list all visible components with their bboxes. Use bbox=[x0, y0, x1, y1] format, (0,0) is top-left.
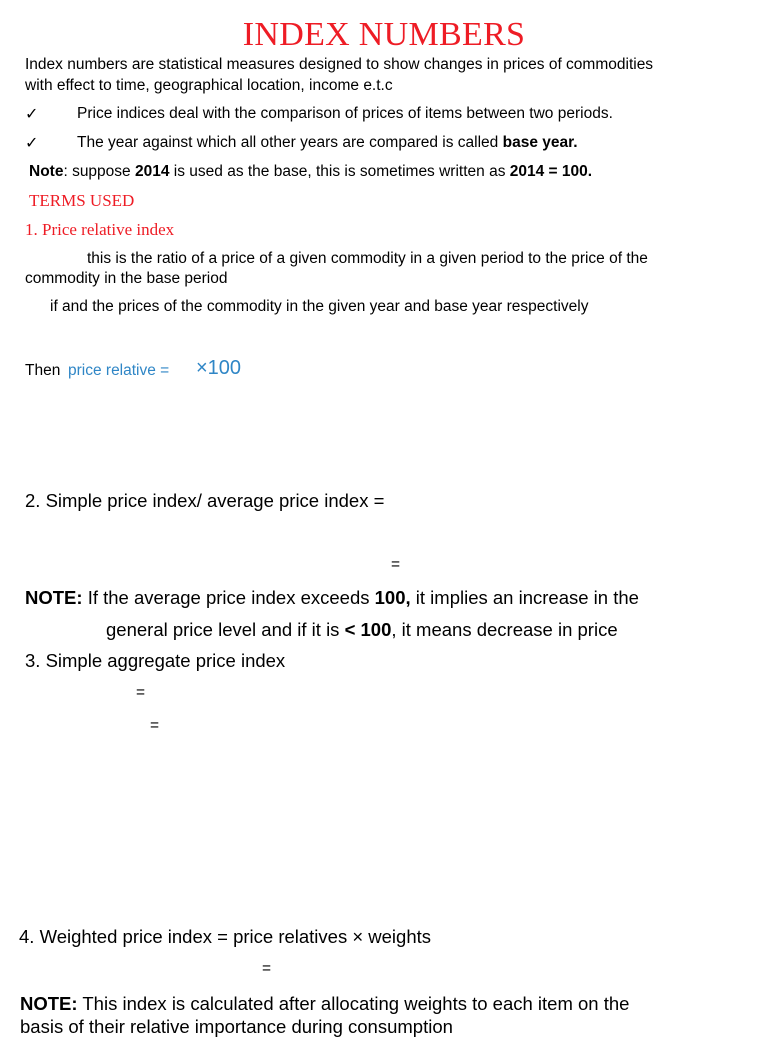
base-year-term: base year. bbox=[502, 134, 578, 151]
intro-line-2: with effect to time, geographical location, income e.t.c bbox=[25, 77, 393, 94]
item-simple-price-index: 2. Simple price index/ average price index = bbox=[25, 490, 385, 511]
item-weighted-price-index: 4. Weighted price index = price relatives × weights bbox=[19, 926, 432, 947]
base-year-formula: 2014 = 100. bbox=[509, 163, 593, 180]
bullet-price-indices: Price indices deal with the comparison of prices of items between two periods. bbox=[77, 105, 613, 122]
term-price-relative-index: 1. Price relative index bbox=[25, 220, 175, 239]
item-simple-aggregate-price-index: 3. Simple aggregate price index bbox=[25, 650, 286, 671]
note-average-price-index-line-2: general price level and if it is < 100, it means decrease in price bbox=[106, 619, 618, 640]
price-relative-if-line: if and the prices of the commodity in the given year and base year respectively bbox=[50, 298, 589, 315]
bullet-base-year-text: The year against which all other years are compared is called bbox=[77, 134, 503, 151]
note-weighted-index: NOTE: This index is calculated after allocating weights to each item on the bbox=[20, 993, 630, 1014]
note-label: NOTE: bbox=[20, 993, 78, 1014]
equals-sign: = bbox=[391, 556, 401, 573]
note-label: NOTE: bbox=[25, 587, 83, 608]
terms-heading: TERMS USED bbox=[29, 191, 135, 210]
price-relative-definition-line-2: commodity in the base period bbox=[25, 270, 228, 287]
checkmark-icon: ✓ bbox=[25, 104, 39, 123]
note-average-price-index: NOTE: If the average price index exceeds 100, it implies an increase in the bbox=[25, 587, 639, 608]
note-base-year: Note: suppose 2014 is used as the base, this is sometimes written as 2014 = 100. bbox=[29, 163, 593, 180]
note-weighted-index-line-2: basis of their relative importance during consumption bbox=[20, 1016, 453, 1037]
then-label: Then bbox=[25, 362, 61, 379]
bullet-base-year bbox=[77, 134, 578, 152]
equals-sign: = bbox=[150, 717, 160, 734]
equals-sign: = bbox=[262, 960, 272, 977]
note-label: Note bbox=[29, 163, 64, 180]
equals-sign: = bbox=[136, 684, 146, 701]
price-relative-definition-line-1: this is the ratio of a price of a given commodity in a given period to the price of the bbox=[87, 250, 648, 267]
checkmark-icon: ✓ bbox=[25, 133, 39, 152]
intro-line-1: Index numbers are statistical measures designed to show changes in prices of commodities bbox=[25, 56, 654, 73]
price-relative-formula-label: price relative = bbox=[68, 362, 170, 379]
times-100: ×100 bbox=[196, 357, 242, 379]
page-title: INDEX NUMBERS bbox=[242, 16, 526, 53]
